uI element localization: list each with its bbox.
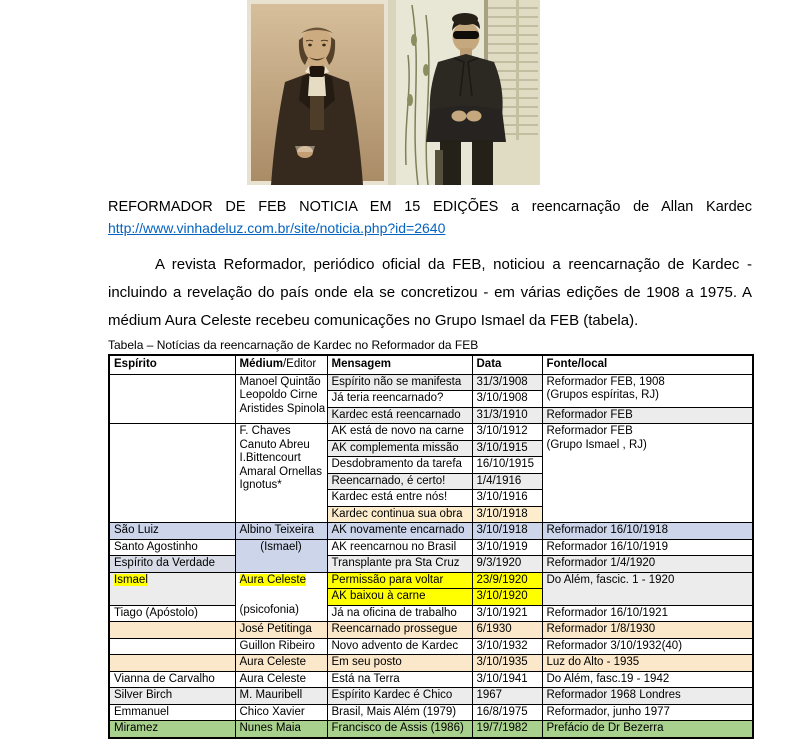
col-header-fonte: Fonte/local [542,355,753,374]
table-cell: Francisco de Assis (1986) [327,721,472,738]
table-cell: Reformador FEB (Grupo Ismael , RJ) [542,424,753,523]
table-cell: Nunes Maia [235,721,327,738]
table-cell: 31/3/1910 [472,407,542,424]
table-row [109,523,753,540]
table-cell: Reformador, junho 1977 [542,704,753,721]
table-cell: Reformador 16/10/1919 [542,539,753,556]
table-row [109,704,753,721]
table-cell: Albino Teixeira [235,523,327,540]
table-cell: 16/10/1915 [472,457,542,474]
table-cell [109,622,235,639]
table-cell: Manoel Quintão Leopoldo Cirne Aristides Spinola [235,374,327,424]
table-cell: Luz do Alto - 1935 [542,655,753,672]
table-cell: Espírito da Verdade [109,556,235,573]
table-cell: 3/10/1918 [472,523,542,540]
table-cell: Aura Celeste (psicofonia) [235,572,327,622]
table-cell: 1967 [472,688,542,705]
table-cell: Kardec continua sua obra [327,506,472,523]
table-cell [109,655,235,672]
table-cell [109,424,235,523]
table-cell: São Luiz [109,523,235,540]
table-cell: Guillon Ribeiro [235,638,327,655]
news-table [108,354,754,739]
table-cell: 31/3/1908 [472,374,542,391]
table-row [109,688,753,705]
table-cell: Santo Agostinho [109,539,235,556]
news-table-header [109,355,753,374]
table-cell: (Ismael) [235,539,327,572]
table-cell: 3/10/1916 [472,490,542,507]
table-row [109,622,753,639]
table-cell: 3/10/1915 [472,440,542,457]
table-cell: F. Chaves Canuto Abreu I.Bittencourt Amaral Ornellas Ignotus* [235,424,327,523]
article-title: REFORMADOR DE FEB NOTICIA EM 15 EDIÇÕES a reencarnação de Allan Kardec [108,199,752,215]
table-cell: 19/7/1982 [472,721,542,738]
table-cell: 23/9/1920 [472,572,542,589]
table-row [109,424,753,441]
news-table-body [109,374,753,738]
table-cell: Permissão para voltar [327,572,472,589]
table-row [109,671,753,688]
col-header-data: Data [472,355,542,374]
table-cell: AK está de novo na carne [327,424,472,441]
table-cell: Chico Xavier [235,704,327,721]
table-cell: Reencarnado prossegue [327,622,472,639]
table-cell: Reformador 1/4/1920 [542,556,753,573]
table-cell: Reformador 16/10/1921 [542,605,753,622]
table-cell: 9/3/1920 [472,556,542,573]
table-cell: M. Mauribell [235,688,327,705]
table-cell: Espírito Kardec é Chico [327,688,472,705]
table-cell: Já na oficina de trabalho [327,605,472,622]
table-cell: Prefácio de Dr Bezerra [542,721,753,738]
table-cell: Novo advento de Kardec [327,638,472,655]
article-paragraph: A revista Reformador, periódico oficial da FEB, noticiou a reencarnação de Kardec - incluindo a revelação do país onde ela se concretizou - em várias edições de 1908 a 1975. A médium Aura Celeste recebeu comunicações no Grupo Ismael da FEB (tabela). [108,256,752,329]
photo-block [247,0,540,185]
table-cell: AK novamente encarnado [327,523,472,540]
table-cell: 3/10/1941 [472,671,542,688]
table-cell: 6/1930 [472,622,542,639]
table-cell: Espírito não se manifesta [327,374,472,391]
table-cell: Reencarnado, é certo! [327,473,472,490]
table-cell: AK reencarnou no Brasil [327,539,472,556]
table-row [109,572,753,589]
table-cell: José Petitinga [235,622,327,639]
table-cell: 3/10/1921 [472,605,542,622]
table-cell: Tiago (Apóstolo) [109,605,235,622]
table-row [109,721,753,738]
allan-kardec-portrait [247,0,388,185]
table-cell: 3/10/1912 [472,424,542,441]
article-link[interactable]: http://www.vinhadeluz.com.br/site/noticia.php?id=2640 [108,220,446,236]
table-cell: 16/8/1975 [472,704,542,721]
table-cell: AK baixou à carne [327,589,472,606]
table-cell: 1/4/1916 [472,473,542,490]
table-cell: Desdobramento da tarefa [327,457,472,474]
table-cell: 3/10/1932 [472,638,542,655]
header-row [109,355,753,374]
table-row [109,539,753,556]
table-cell: Silver Birch [109,688,235,705]
table-cell [109,638,235,655]
table-cell: 3/10/1935 [472,655,542,672]
table-cell: Do Além, fascic. 1 - 1920 [542,572,753,605]
table-cell: Reformador 16/10/1918 [542,523,753,540]
table-cell: Vianna de Carvalho [109,671,235,688]
col-header-espirito: Espírito [109,355,235,374]
table-row [109,655,753,672]
table-cell [109,374,235,424]
table-cell: Reformador 1/8/1930 [542,622,753,639]
table-cell: 3/10/1918 [472,506,542,523]
table-cell: Está na Terra [327,671,472,688]
table-cell: Aura Celeste [235,655,327,672]
col-header-mensagem: Mensagem [327,355,472,374]
table-cell: Reformador 1968 Londres [542,688,753,705]
table-cell: 3/10/1908 [472,391,542,408]
col-header-medium: Médium/Editor [235,355,327,374]
table-cell: Miramez [109,721,235,738]
table-row [109,605,753,622]
table-cell: Transplante pra Sta Cruz [327,556,472,573]
table-cell: Ismael [109,572,235,605]
table-cell: Reformador FEB [542,407,753,424]
table-cell: 3/10/1920 [472,589,542,606]
table-cell: Reformador 3/10/1932(40) [542,638,753,655]
table-cell: AK complementa missão [327,440,472,457]
table-cell: Reformador FEB, 1908 (Grupos espíritas, RJ) [542,374,753,407]
table-cell: 3/10/1919 [472,539,542,556]
reincarnated-kardec-seated-photo [388,0,540,185]
table-cell: Brasil, Mais Além (1979) [327,704,472,721]
table-cell: Aura Celeste [235,671,327,688]
table-cell: Já teria reencarnado? [327,391,472,408]
table-cell: Do Além, fasc.19 - 1942 [542,671,753,688]
table-caption: Tabela – Notícias da reencarnação de Kardec no Reformador da FEB [108,338,479,352]
table-cell: Kardec está reencarnado [327,407,472,424]
table-cell: Em seu posto [327,655,472,672]
table-cell: Emmanuel [109,704,235,721]
table-row [109,638,753,655]
table-row [109,556,753,573]
table-cell: Kardec está entre nós! [327,490,472,507]
table-row [109,374,753,391]
